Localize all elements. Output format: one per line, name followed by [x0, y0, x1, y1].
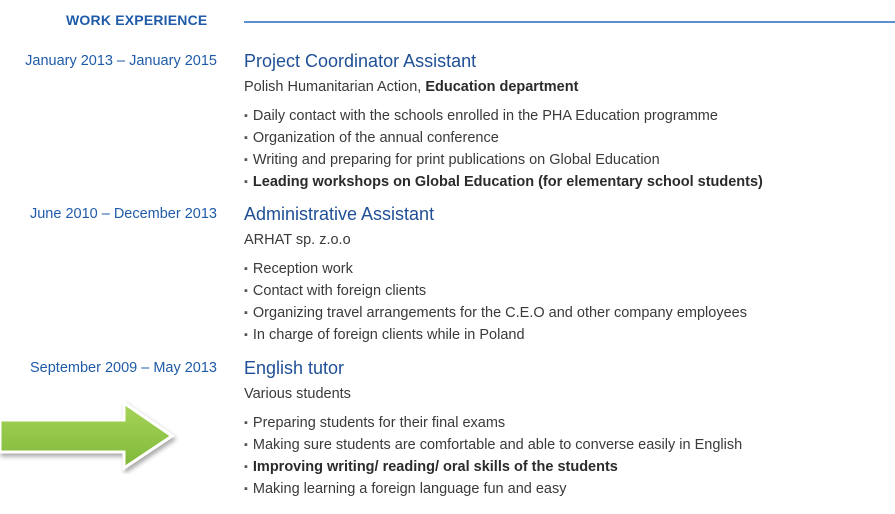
list-item: ▪ Improving writing/ reading/ oral skills of the students — [244, 457, 742, 479]
job-duties-list — [244, 106, 763, 194]
job-dates: June 2010 – December 2013 — [29, 206, 217, 222]
job-duties-list — [244, 259, 747, 347]
list-item: ▪ Organizing travel arrangements for the C.E.O and other company employees — [244, 303, 747, 325]
list-item: ▪ Organization of the annual conference — [244, 128, 763, 150]
job-dates: January 2013 – January 2015 — [25, 53, 217, 69]
job-department: Education department — [425, 79, 579, 95]
job-duties-list — [244, 413, 742, 501]
list-item: ▪ Reception work — [244, 259, 747, 281]
list-item: ▪ Writing and preparing for print publications on Global Education — [244, 150, 763, 172]
job-title: Project Coordinator Assistant — [244, 51, 477, 71]
list-item: ▪ Daily contact with the schools enrolled in the PHA Education programme — [244, 106, 763, 128]
list-item: ▪ Making learning a foreign language fun and easy — [244, 479, 742, 501]
list-item: ▪ Leading workshops on Global Education (for elementary school students) — [244, 172, 763, 194]
job-organization: Various students — [244, 386, 351, 402]
job-organization: Polish Humanitarian Action, Education department — [244, 79, 579, 95]
job-title: English tutor — [244, 358, 345, 378]
list-item: ▪ Preparing students for their final exams — [244, 413, 742, 435]
list-item: ▪ Contact with foreign clients — [244, 281, 747, 303]
list-item: ▪ In charge of foreign clients while in Poland — [244, 325, 747, 347]
list-item: ▪ Making sure students are comfortable and able to converse easily in English — [244, 435, 742, 457]
job-organization: ARHAT sp. z.o.o — [244, 232, 351, 248]
section-title: WORK EXPERIENCE — [66, 12, 208, 28]
green-arrow-right-icon — [0, 398, 180, 474]
job-dates: September 2009 – May 2013 — [29, 360, 217, 376]
section-divider — [244, 21, 895, 23]
job-title: Administrative Assistant — [244, 204, 435, 224]
